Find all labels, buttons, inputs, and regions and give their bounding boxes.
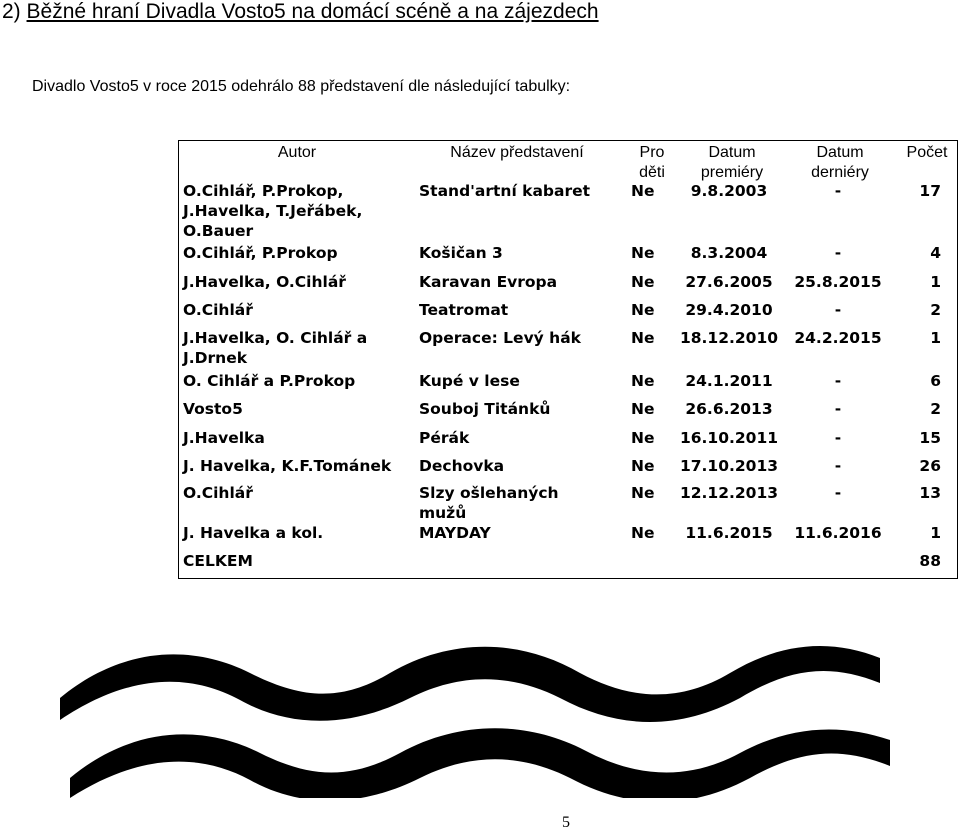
row-nazev: mužů <box>419 504 467 522</box>
wave-logo <box>40 628 920 798</box>
header-nazev: Název představení <box>450 144 584 161</box>
row-nazev: Stand'artní kabaret <box>419 182 591 200</box>
row-deti: Ne <box>631 244 655 262</box>
row-premiera: 11.6.2015 <box>685 524 773 542</box>
row-derniera: - <box>834 429 842 447</box>
row-premiera: 17.10.2013 <box>679 457 779 475</box>
row-autor: O. Cihlář a P.Prokop <box>183 372 356 390</box>
row-autor: O.Cihlář, P.Prokop <box>183 244 338 262</box>
row-premiera: 29.4.2010 <box>685 301 773 319</box>
row-derniera: - <box>834 182 842 200</box>
header-derniera-1: Datum <box>816 144 864 161</box>
row-derniera: - <box>834 457 842 475</box>
row-derniera: - <box>834 484 842 502</box>
row-derniera: - <box>834 301 842 319</box>
row-premiera: 26.6.2013 <box>685 400 773 418</box>
row-autor: O.Cihlář <box>183 484 253 502</box>
header-derniera-2: derniéry <box>811 164 869 181</box>
row-premiera: 27.6.2005 <box>685 273 773 291</box>
row-derniera: 11.6.2016 <box>794 524 882 542</box>
row-autor: O.Bauer <box>183 222 254 240</box>
row-deti: Ne <box>631 329 655 347</box>
row-autor: O.Cihlář, P.Prokop, <box>183 182 344 200</box>
row-deti: Ne <box>631 372 655 390</box>
row-derniera: 24.2.2015 <box>794 329 882 347</box>
row-nazev: Slzy ošlehaných <box>419 484 559 502</box>
row-nazev: Košičan 3 <box>419 244 503 262</box>
header-autor: Autor <box>277 144 317 161</box>
row-autor: J.Drnek <box>183 349 248 367</box>
section-number: 2) <box>2 0 21 23</box>
wave-bottom <box>70 728 890 798</box>
total-value: 88 <box>919 552 941 570</box>
row-pocet: 4 <box>930 244 941 262</box>
row-autor: J.Havelka, T.Jeřábek, <box>183 202 363 220</box>
row-premiera: 24.1.2011 <box>685 372 773 390</box>
row-deti: Ne <box>631 524 655 542</box>
row-derniera: - <box>834 244 842 262</box>
row-premiera: 12.12.2013 <box>679 484 779 502</box>
total-label: CELKEM <box>183 552 253 570</box>
row-nazev: Dechovka <box>419 457 505 475</box>
row-autor: J. Havelka a kol. <box>183 524 324 542</box>
row-pocet: 1 <box>930 524 941 542</box>
intro-text: Divadlo Vosto5 v roce 2015 odehrálo 88 představení dle následující tabulky: <box>32 78 571 95</box>
row-autor: J. Havelka, K.F.Tománek <box>183 457 392 475</box>
row-nazev: Pérák <box>419 429 470 447</box>
row-derniera: - <box>834 372 842 390</box>
row-derniera: 25.8.2015 <box>794 273 882 291</box>
row-pocet: 2 <box>930 400 941 418</box>
row-deti: Ne <box>631 301 655 319</box>
row-deti: Ne <box>631 429 655 447</box>
header-premiera-2: premiéry <box>700 164 764 181</box>
row-pocet: 1 <box>930 273 941 291</box>
header-deti: děti <box>639 164 665 181</box>
row-autor: Vosto5 <box>183 400 243 418</box>
section-heading <box>2 0 599 24</box>
header-pocet: Počet <box>906 144 948 161</box>
row-premiera: 9.8.2003 <box>690 182 768 200</box>
row-autor: J.Havelka, O.Cihlář <box>183 273 346 291</box>
row-pocet: 13 <box>919 484 941 502</box>
row-autor: J.Havelka, O. Cihlář a <box>183 329 368 347</box>
row-premiera: 16.10.2011 <box>679 429 779 447</box>
section-title: Běžné hraní Divadla Vosto5 na domácí scéně a na zájezdech <box>26 0 599 23</box>
row-autor: O.Cihlář <box>183 301 253 319</box>
row-premiera: 8.3.2004 <box>690 244 768 262</box>
row-nazev: Operace: Levý hák <box>419 329 581 347</box>
row-autor: J.Havelka <box>183 429 265 447</box>
header-premiera-1: Datum <box>708 144 756 161</box>
row-deti: Ne <box>631 400 655 418</box>
row-pocet: 2 <box>930 301 941 319</box>
page-number: 5 <box>562 814 570 831</box>
row-pocet: 26 <box>919 457 941 475</box>
row-pocet: 15 <box>919 429 941 447</box>
row-nazev: Kupé v lese <box>419 372 520 390</box>
row-nazev: Teatromat <box>419 301 509 319</box>
row-deti: Ne <box>631 182 655 200</box>
row-derniera: - <box>834 400 842 418</box>
row-pocet: 1 <box>930 329 941 347</box>
wave-top <box>60 646 880 722</box>
performances-table <box>178 140 958 579</box>
row-deti: Ne <box>631 484 655 502</box>
row-pocet: 6 <box>930 372 941 390</box>
row-deti: Ne <box>631 273 655 291</box>
row-nazev: Souboj Titánků <box>419 400 551 418</box>
header-pro: Pro <box>639 144 665 161</box>
row-deti: Ne <box>631 457 655 475</box>
row-nazev: Karavan Evropa <box>419 273 558 291</box>
row-nazev: MAYDAY <box>419 524 491 542</box>
row-premiera: 18.12.2010 <box>679 329 779 347</box>
row-pocet: 17 <box>919 182 941 200</box>
